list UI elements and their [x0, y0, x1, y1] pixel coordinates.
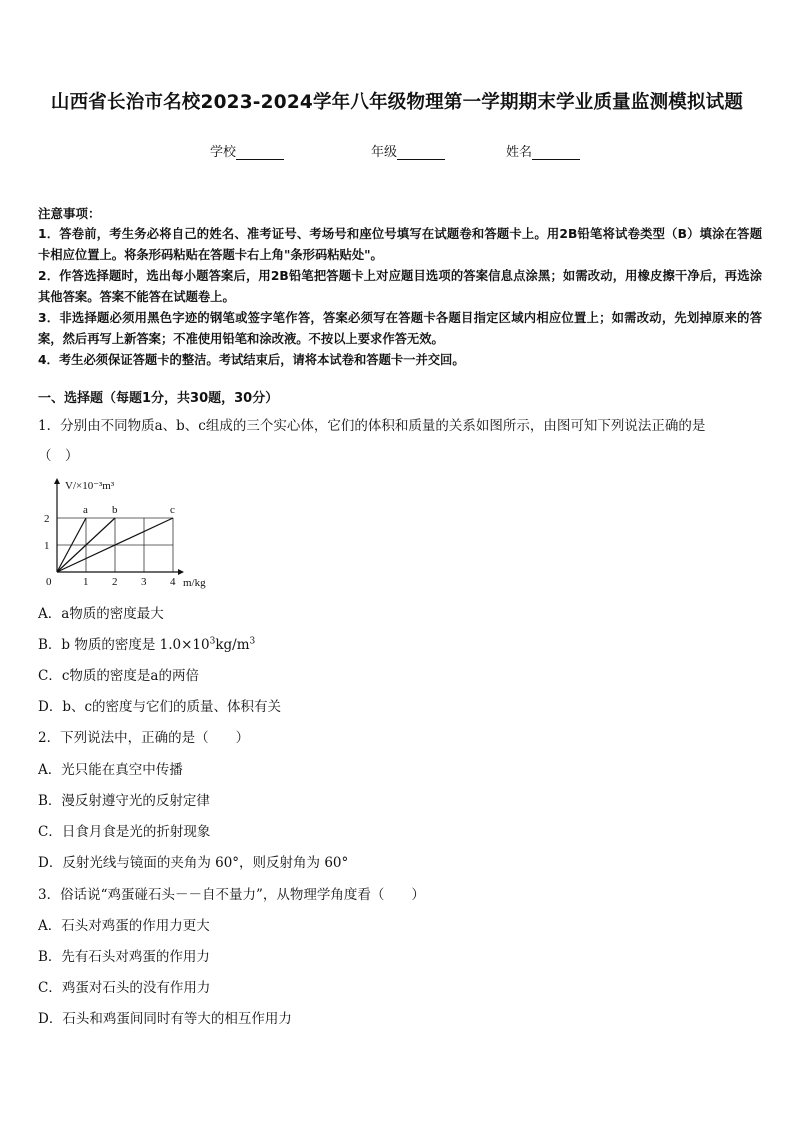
series-label-b: b: [112, 504, 118, 516]
question-1-stem: 1．分别由不同物质a、b、c组成的三个实心体，它们的体积和质量的关系如图所示，由图可知下列说法正确的是: [38, 418, 706, 434]
note-item: 3．非选择题必须用黑色字迹的钢笔或签字笔作答，答案必须写在答题卡各题目指定区域内相应位置上；如需改动，先划掉原来的答案，然后再写上新答案；不准使用铅笔和涂改液。不按以上要求作答无效。: [38, 311, 762, 346]
x-tick-label: 3: [141, 576, 147, 588]
x-tick-label: 1: [83, 576, 89, 588]
school-field[interactable]: [210, 141, 284, 160]
note-item: 4．考生必须保证答题卡的整洁。考试结束后，请将本试卷和答题卡一并交回。: [38, 353, 465, 367]
q3-option-a[interactable]: A．石头对鸡蛋的作用力更大: [38, 918, 210, 934]
name-blank[interactable]: [532, 145, 580, 160]
y-tick-label: 1: [44, 540, 50, 552]
name-label: 姓名: [506, 145, 533, 160]
school-blank[interactable]: [236, 145, 284, 160]
q1-option-c[interactable]: C．c物质的密度是a的两倍: [38, 668, 199, 684]
x-tick-label: 2: [112, 576, 118, 588]
y-axis-label: V/×10⁻³m³: [65, 480, 115, 492]
x-axis-label: m/kg: [183, 577, 206, 589]
q1-option-a[interactable]: A．a物质的密度最大: [38, 606, 164, 622]
question-1-stem-cont: （ ）: [38, 448, 79, 464]
section-title: 一、选择题（每题1分，共30题，30分）: [38, 391, 279, 406]
question-3-stem: 3．俗话说“鸡蛋碰石头－－自不量力”，从物理学角度看（ ）: [38, 887, 425, 903]
q1-option-b[interactable]: B．b 物质的密度是 $1.0\times 10^3kg/m^3$: [38, 636, 256, 653]
q2-option-b[interactable]: B．漫反射遵守光的反射定律: [38, 793, 210, 809]
q3-option-c[interactable]: C．鸡蛋对石头的没有作用力: [38, 980, 211, 996]
series-label-a: a: [83, 504, 88, 516]
notes-heading: 注意事项：: [38, 206, 101, 221]
q2-option-a[interactable]: A．光只能在真空中传播: [38, 762, 183, 778]
q2-option-c[interactable]: C．日食月食是光的折射现象: [38, 824, 211, 840]
q2-option-d[interactable]: D．反射光线与镜面的夹角为 60°，则反射角为 60°: [38, 855, 349, 871]
name-field[interactable]: [506, 141, 580, 160]
x-tick-label: 4: [170, 576, 176, 588]
note-item: 2．作答选择题时，选出每小题答案后，用2B铅笔把答题卡上对应题目选项的答案信息点涂黑；如需改动，用橡皮擦干净后，再选涂其他答案。答案不能答在试题卷上。: [38, 269, 762, 304]
x-axis-arrow: [178, 569, 184, 575]
note-item: 1．答卷前，考生务必将自己的姓名、准考证号、考场号和座位号填写在试题卷和答题卡上。用2B铅笔将试卷类型（B）填涂在答题卡相应位置上。将条形码粘贴在答题卡右上角"条形码粘贴处"。: [38, 227, 762, 262]
q3-option-b[interactable]: B．先有石头对鸡蛋的作用力: [38, 949, 210, 965]
y-tick-label: 2: [44, 513, 50, 525]
notes-block: [38, 203, 762, 371]
y-axis-arrow: [54, 478, 60, 484]
q1-option-d[interactable]: D．b、c的密度与它们的质量、体积有关: [38, 699, 282, 715]
grade-blank[interactable]: [397, 145, 445, 160]
question-2-stem: 2．下列说法中，正确的是（ ）: [38, 730, 250, 746]
student-info-row: [0, 141, 794, 159]
school-label: 学校: [210, 145, 237, 160]
q3-option-d[interactable]: D．石头和鸡蛋间同时有等大的相互作用力: [38, 1011, 292, 1027]
grade-label: 年级: [371, 145, 398, 160]
volume-mass-chart: [40, 474, 220, 590]
origin-label: 0: [46, 576, 52, 588]
series-label-c: c: [170, 504, 175, 516]
page-title: 山西省长治市名校2023-2024学年八年级物理第一学期期末学业质量监测模拟试题: [50, 92, 744, 113]
grade-field[interactable]: [371, 141, 445, 160]
